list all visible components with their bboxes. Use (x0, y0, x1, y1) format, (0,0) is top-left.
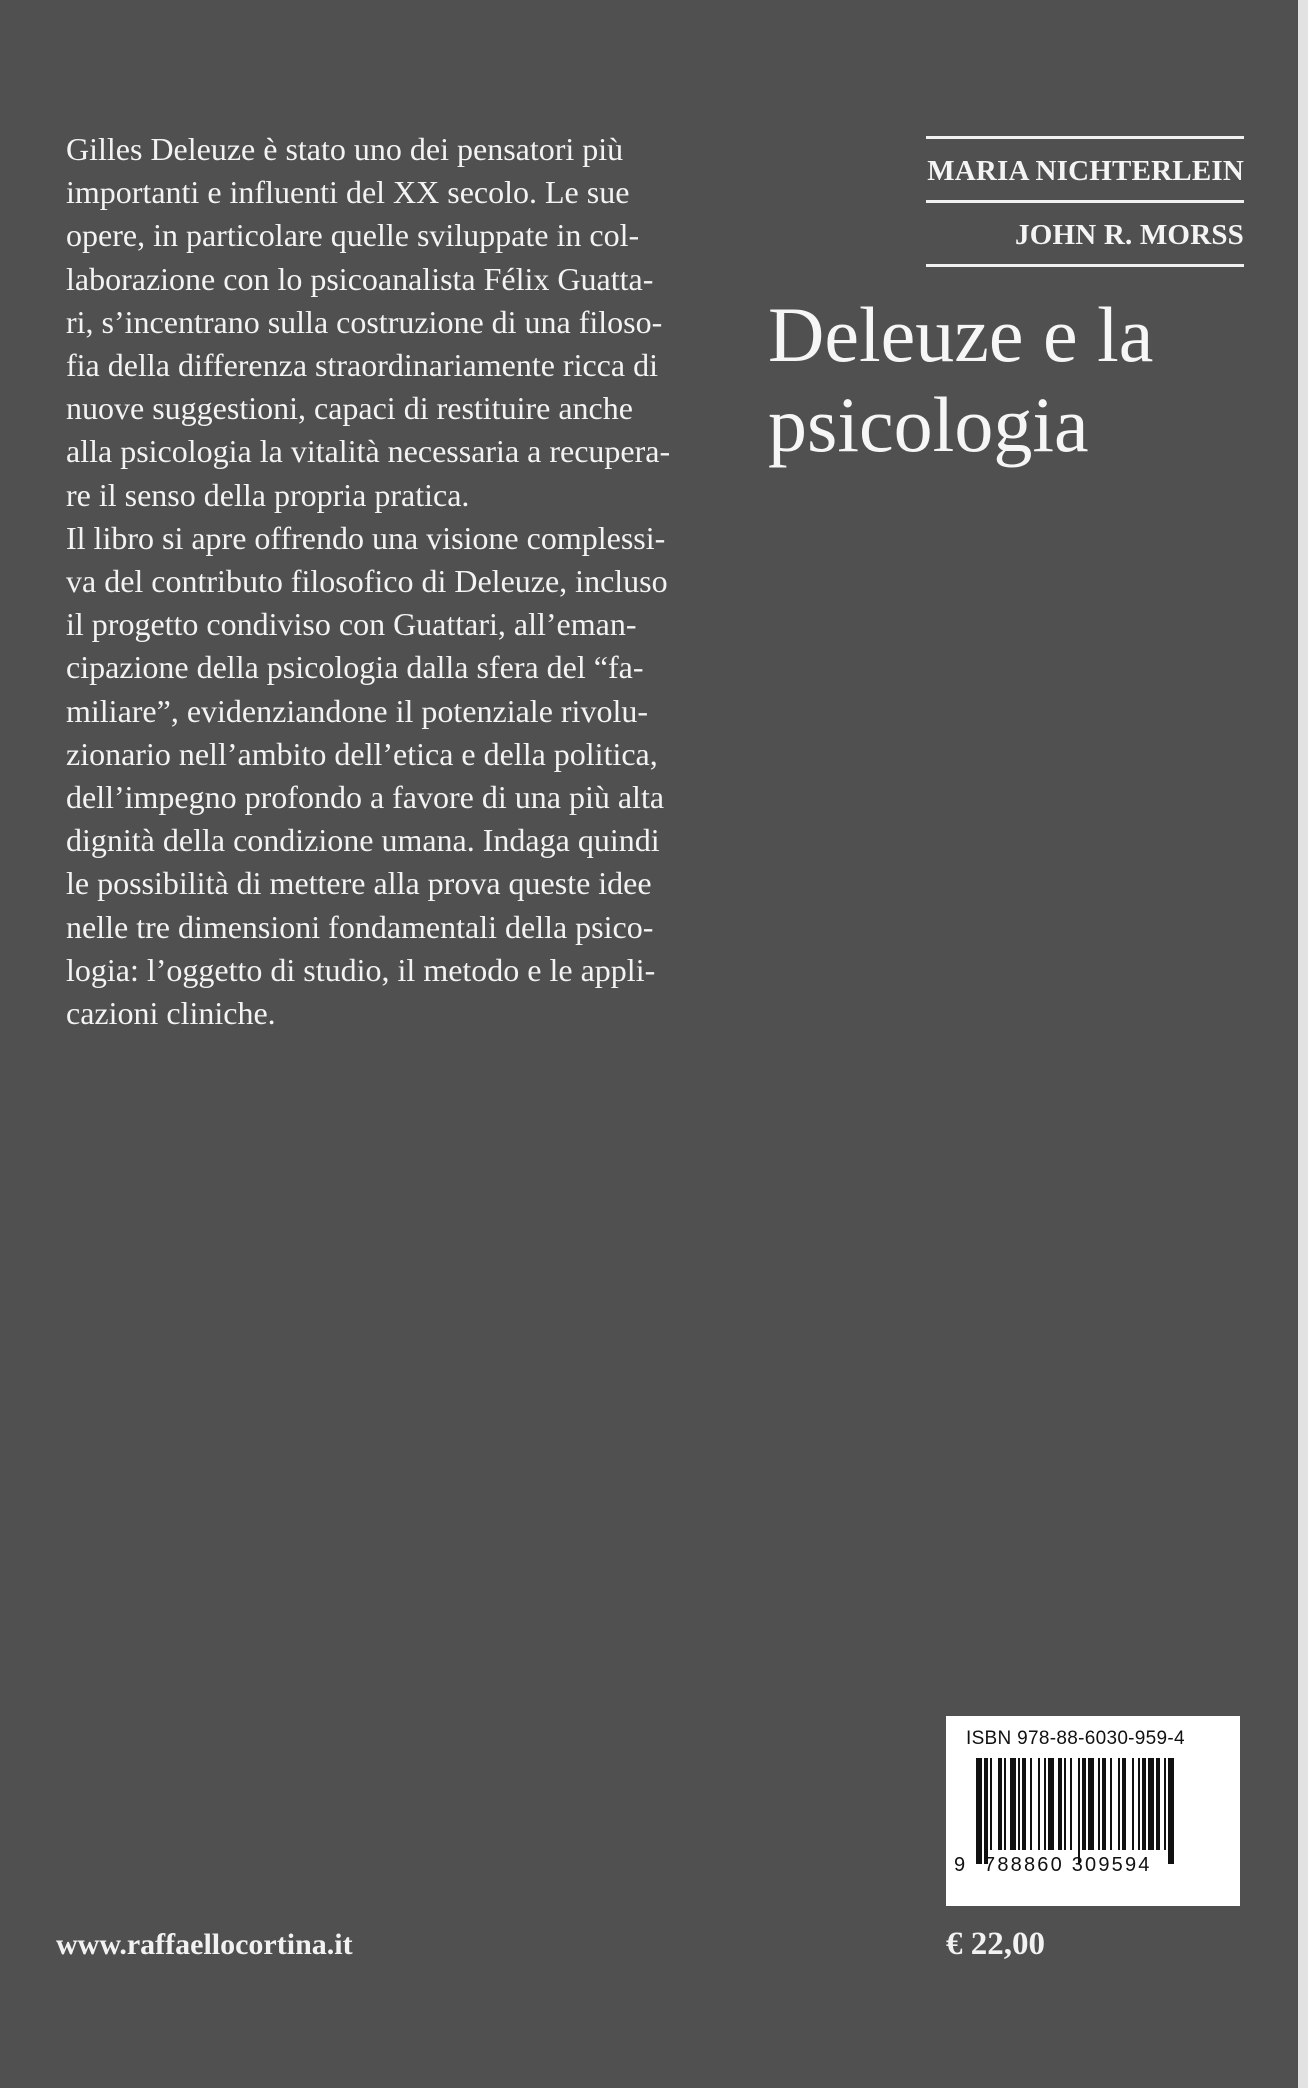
barcode-bar (1168, 1758, 1174, 1864)
barcode-bar (1118, 1758, 1120, 1850)
barcode-bar (1122, 1758, 1126, 1850)
barcode-bar (1030, 1758, 1032, 1850)
blurb-line: zionario nell’ambito dell’etica e della politica, (66, 735, 658, 772)
barcode-bar (1148, 1758, 1154, 1850)
barcode-bar (1010, 1758, 1016, 1850)
blurb-line: laborazione con lo psicoanalista Félix Guatta- (66, 260, 654, 297)
barcode-bar (1018, 1758, 1020, 1850)
blurb-line: miliare”, evidenziandone il potenziale rivolu- (66, 692, 648, 729)
ean-digits-rest: 788860 309594 (984, 1854, 1152, 1876)
barcode-icon (976, 1758, 1216, 1864)
barcode-bar (1058, 1758, 1062, 1850)
author-block (926, 136, 1244, 267)
blurb-line: dell’impegno profondo a favore di una più alta (66, 779, 665, 816)
blurb-line: fia della differenza straordinariamente ricca di (66, 347, 658, 384)
barcode-label (946, 1716, 1240, 1906)
title-line: psicologia (768, 381, 1089, 468)
divider (926, 264, 1244, 267)
blurb-line: Il libro si apre offrendo una visione complessi- (66, 519, 666, 556)
blurb-line: va del contributo filosofico di Deleuze, incluso (66, 563, 668, 600)
blurb-line: nelle tre dimensioni fondamentali della psico- (66, 908, 654, 945)
blurb-line: cipazione della psicologia dalla sfera del “fa- (66, 649, 644, 686)
author-name: MARIA NICHTERLEIN (927, 155, 1244, 187)
barcode-bar (976, 1758, 982, 1864)
barcode-bar (1044, 1758, 1046, 1850)
blurb-line: importanti e influenti del XX secolo. Le sue (66, 174, 630, 211)
blurb-line: dignità della condizione umana. Indaga quindi (66, 822, 660, 859)
ean-first-digit: 9 (954, 1854, 968, 1876)
barcode-bar (998, 1758, 1002, 1850)
barcode-bar (1110, 1758, 1112, 1850)
blurb-line: le possibilità di mettere alla prova queste idee (66, 865, 652, 902)
author-name: JOHN R. MORSS (1015, 219, 1244, 251)
blurb-line: re il senso della propria pratica. (66, 476, 470, 513)
blurb-line: alla psicologia la vitalità necessaria a recupera- (66, 433, 671, 470)
blurb-line: logia: l’oggetto di studio, il metodo e le appli- (66, 951, 656, 988)
title-line: Deleuze e la (768, 291, 1154, 378)
book-title (768, 290, 1268, 470)
publisher-website: www.raffaellocortina.it (56, 1928, 353, 1961)
barcode-bar (1078, 1758, 1080, 1864)
barcode-bar (1132, 1758, 1134, 1850)
barcode-bar (1064, 1758, 1066, 1850)
barcode-bar (1138, 1758, 1140, 1850)
barcode-bar (1070, 1758, 1072, 1850)
blurb-line: cazioni cliniche. (66, 995, 276, 1032)
blurb-line: opere, in particolare quelle sviluppate in col- (66, 217, 640, 254)
barcode-bar (1048, 1758, 1054, 1850)
barcode-bar (1164, 1758, 1166, 1850)
blurb-line: il progetto condiviso con Guattari, all’eman- (66, 606, 637, 643)
barcode-bar (1098, 1758, 1100, 1850)
barcode-bar (990, 1758, 992, 1850)
barcode-bar (1082, 1758, 1086, 1850)
isbn-number: ISBN 978-88-6030-959-4 (966, 1728, 1185, 1749)
barcode-bar (984, 1758, 988, 1864)
page-edge (1298, 0, 1308, 2088)
barcode-bar (1004, 1758, 1006, 1850)
blurb-line: nuove suggestioni, capaci di restituire anche (66, 390, 633, 427)
barcode-bar (1022, 1758, 1026, 1850)
blurb-line: ri, s’incentrano sulla costruzione di una filoso- (66, 303, 663, 340)
blurb-text (66, 128, 744, 1035)
blurb-line: Gilles Deleuze è stato uno dei pensatori più (66, 131, 624, 167)
barcode-bar (1156, 1758, 1160, 1850)
price-tag: € 22,00 (946, 1926, 1045, 1962)
barcode-bar (1088, 1758, 1094, 1850)
barcode-bar (1142, 1758, 1146, 1850)
barcode-bar (1038, 1758, 1040, 1850)
barcode-bar (1102, 1758, 1106, 1850)
